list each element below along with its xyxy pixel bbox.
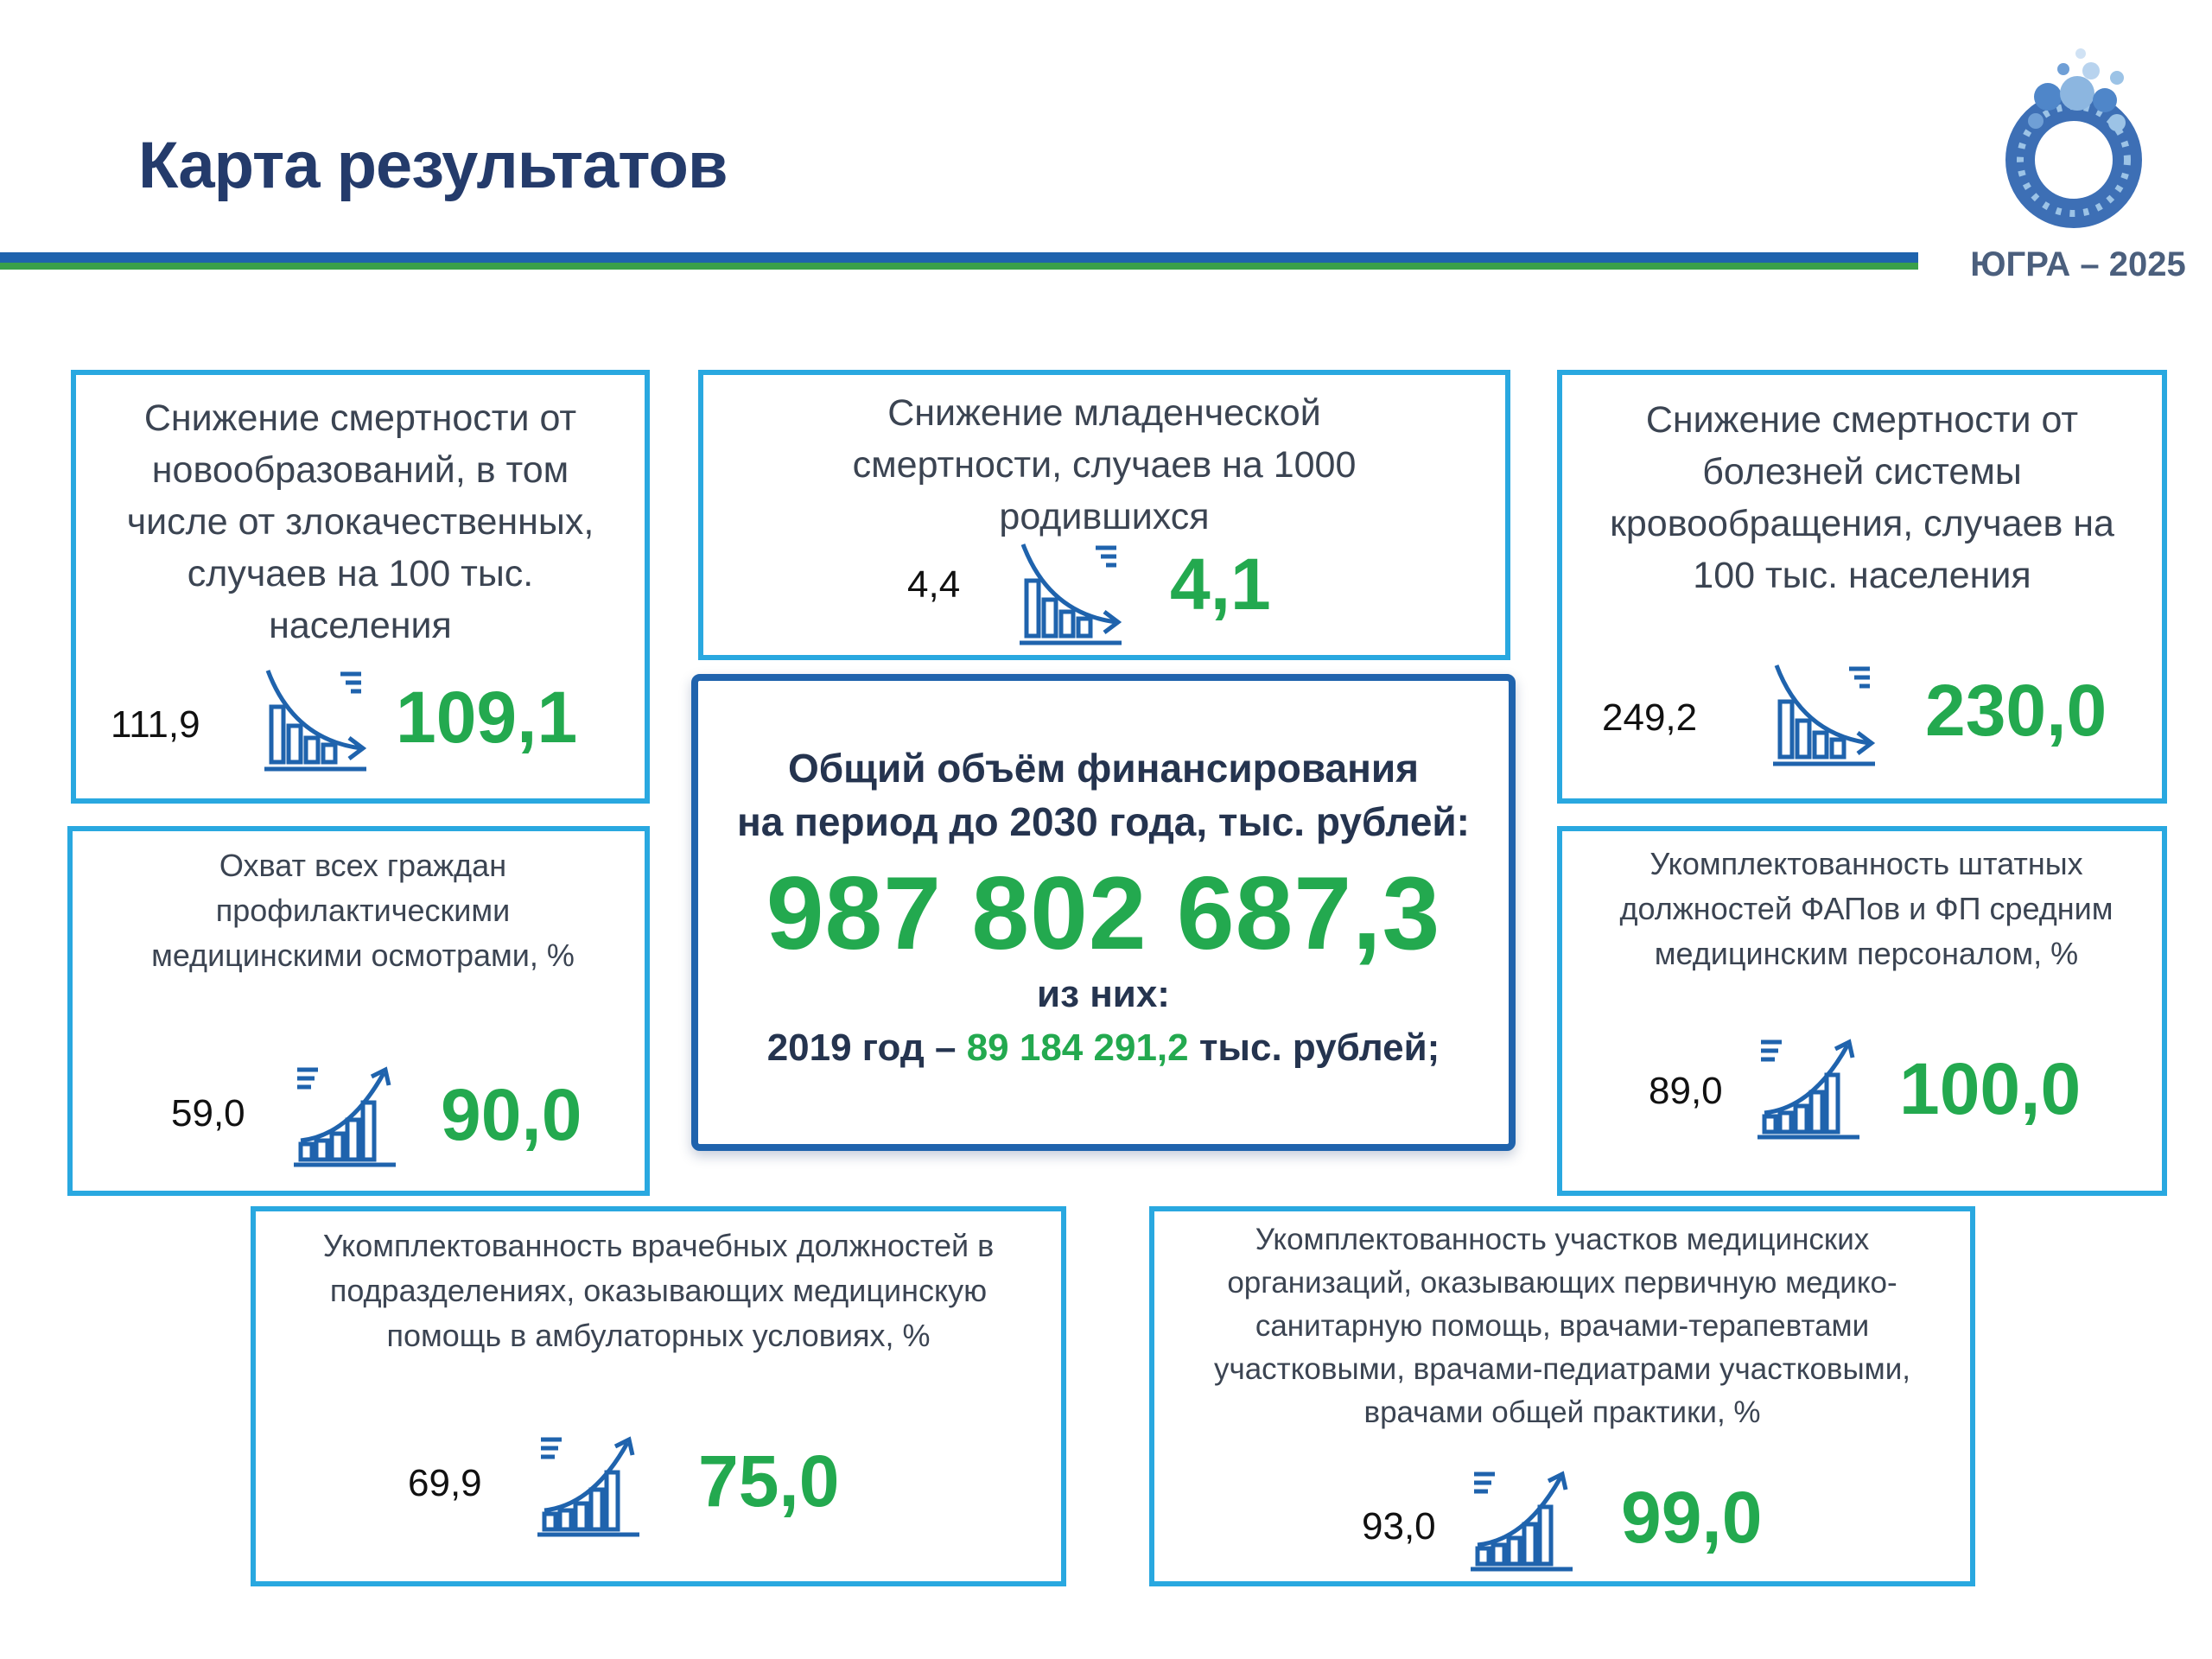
yugra-logo-icon (1987, 43, 2160, 233)
financing-2019-line (698, 1027, 1509, 1070)
target-value: 100,0 (1899, 1048, 2082, 1129)
baseline-value: 111,9 (111, 703, 200, 746)
target-value: 90,0 (441, 1074, 582, 1155)
baseline-value: 59,0 (171, 1092, 245, 1135)
target-value: 99,0 (1621, 1477, 1763, 1558)
decreasing-chart-icon (1768, 657, 1880, 769)
increasing-chart-icon (1752, 1030, 1865, 1142)
financing-year-amount: 89 184 291,2 (966, 1027, 1189, 1069)
card-title: Охват всех граждан профилактическими медицинскими осмотрами, % (151, 848, 575, 973)
card-cancer-mortality (71, 370, 650, 804)
card-title: Укомплектованность штатных должностей ФАПов и ФП средним медицинским персоналом, % (1619, 846, 2113, 971)
card-circulatory-mortality (1557, 370, 2167, 804)
page-title: Карта результатов (138, 129, 728, 202)
card-doctor-staffing-outpatient (251, 1206, 1066, 1586)
card-title: Укомплектованность участков медицинских организаций, оказывающих первичную медико-санитарную помощь, врачами-терапевтами участковыми, врачами-педиатрами участковыми, врачами общей практики, % (1213, 1223, 1911, 1429)
decreasing-chart-icon (259, 662, 372, 774)
header-rule-green (0, 263, 1918, 270)
financing-year-unit: тыс. рублей; (1188, 1027, 1440, 1069)
target-value: 109,1 (396, 677, 578, 758)
logo-caption: ЮГРА – 2025 (1970, 245, 2186, 283)
financing-year-label: 2019 год – (766, 1027, 967, 1069)
baseline-value: 69,9 (408, 1462, 482, 1504)
card-title: Снижение младенческой смертности, случаев на 1000 родившихся (852, 392, 1357, 537)
financing-title (715, 741, 1491, 849)
header-rule-blue (0, 252, 1918, 263)
card-district-doctor-staffing (1149, 1206, 1975, 1586)
target-value: 75,0 (698, 1440, 840, 1522)
decreasing-chart-icon (1014, 536, 1127, 648)
baseline-value: 93,0 (1362, 1505, 1436, 1548)
card-title: Укомплектованность врачебных должностей в подразделениях, оказывающих медицинскую помощь в амбулаторных условиях, % (322, 1228, 995, 1353)
target-value: 4,1 (1170, 543, 1271, 625)
card-preventive-exams (67, 826, 650, 1196)
card-title: Снижение смертности от новообразований, в том числе от злокачественных, случаев на 100 тыс. населения (126, 397, 594, 646)
financing-sub: из них: (1037, 973, 1170, 1015)
baseline-value: 249,2 (1602, 696, 1698, 739)
card-infant-mortality (698, 370, 1510, 660)
baseline-value: 89,0 (1649, 1070, 1723, 1112)
increasing-chart-icon (289, 1058, 401, 1170)
target-value: 230,0 (1925, 670, 2107, 751)
financing-panel (691, 674, 1516, 1151)
financing-title-line1: Общий объём финансирования (787, 746, 1420, 791)
card-title: Снижение смертности от болезней системы кровообращения, случаев на 100 тыс. населения (1610, 399, 2114, 596)
financing-title-line2: на период до 2030 года, тыс. рублей: (736, 799, 1471, 844)
increasing-chart-icon (532, 1427, 645, 1540)
increasing-chart-icon (1465, 1462, 1578, 1574)
card-fap-staffing (1557, 826, 2167, 1196)
baseline-value: 4,4 (907, 563, 961, 606)
financing-total: 987 802 687,3 (766, 855, 1441, 971)
